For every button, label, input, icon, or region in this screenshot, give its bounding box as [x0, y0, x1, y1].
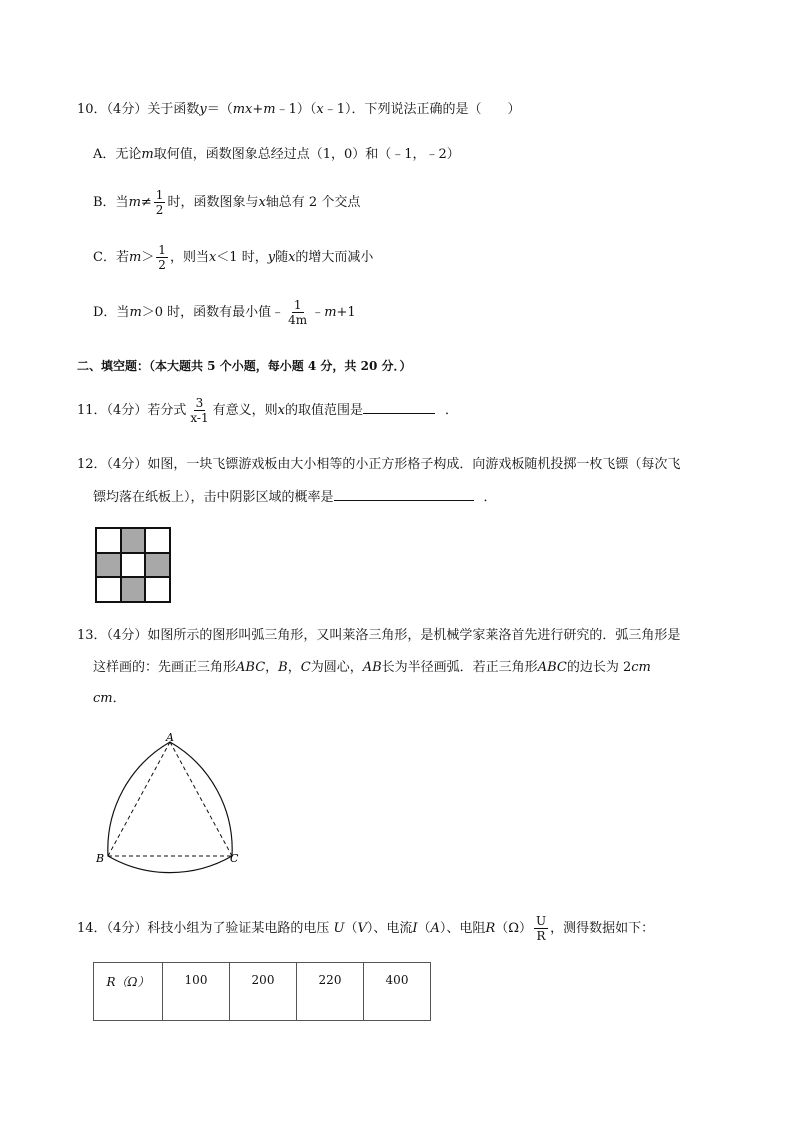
q11-stem: 11．（4分）若分式 $\frac{3}{x-1}$ 有意义，则x的取值范围是 ．	[77, 396, 458, 425]
label-b: B	[96, 852, 105, 865]
answer-blank	[334, 487, 474, 501]
table-header-cell: R（Ω）	[94, 963, 163, 1021]
q14-stem: 14．（4分）科技小组为了验证某电路的电压 U（V）、电流I（A）、电阻R（Ω） $\frac{U}{R}$ ，测得数据如下：	[77, 914, 655, 943]
grid-cell-shaded	[145, 553, 170, 578]
grid-cell	[121, 553, 146, 578]
table-cell: 100	[163, 963, 230, 1021]
grid-cell-shaded	[121, 577, 146, 602]
q10-option-c: C．若m＞ $\frac{1}{2}$ ，则当x＜1 时，y随x的增大而减小	[93, 243, 374, 272]
fraction: $\frac{1}{2}$	[155, 188, 164, 217]
table-cell: 400	[364, 963, 431, 1021]
section-title: 二、填空题：（本大题共 5 个小题，每小题 4 分，共 20 分．）	[77, 359, 412, 373]
q12-stem-line1: 12．（4分）如图，一块飞镖游戏板由大小相等的小正方形格子构成．向游戏板随机投掷一枚飞镖（每次飞	[77, 457, 681, 472]
fraction: $\frac{1}{2}$	[158, 243, 166, 272]
q13-stem-line2: 这样画的：先画正三角形ABC，B，C为圆心，AB长为半径画弧．若正三角形ABC的边长为 2cm	[93, 660, 651, 675]
label-c: C	[230, 852, 239, 865]
fraction: $\frac{3}{x-1}$	[190, 396, 209, 425]
grid-cell-shaded	[96, 553, 121, 578]
grid-cell-shaded	[121, 528, 146, 553]
reuleaux-triangle-figure	[90, 730, 260, 890]
grid-cell	[145, 577, 170, 602]
table-row	[94, 963, 431, 1021]
fraction: $\frac{1}{4m}$	[288, 298, 308, 327]
label-a: A	[166, 731, 174, 744]
q10-option-b: B．当m≠ $\frac{1}{2}$ 时，函数图象与x轴总有 2 个交点	[93, 188, 361, 217]
grid-cell	[96, 528, 121, 553]
data-table	[93, 962, 431, 1021]
q10-option-a: A．无论m取何值，函数图象总经过点（1，0）和（﹣1，﹣2）	[93, 147, 460, 162]
triangle-ab	[108, 742, 170, 856]
dartboard-grid	[95, 527, 171, 603]
triangle-ac	[170, 742, 232, 856]
grid-cell	[145, 528, 170, 553]
reuleaux-arc-outline	[108, 742, 232, 873]
fraction: $\frac{U}{R}$	[536, 914, 547, 943]
grid-cell	[96, 577, 121, 602]
q13-stem-line1: 13．（4分）如图所示的图形叫弧三角形，又叫莱洛三角形，是机械学家莱洛首先进行研究的．弧三角形是	[77, 628, 681, 643]
table-cell: 220	[297, 963, 364, 1021]
q12-stem-line2: 镖均落在纸板上），击中阴影区域的概率是 ．	[93, 487, 497, 507]
answer-blank	[363, 400, 435, 414]
q10-stem: 10．（4分）关于函数y＝（mx+m﹣1）（x﹣1）．下列说法正确的是（ ）	[77, 102, 521, 117]
q13-stem-line3: cm．	[93, 691, 126, 706]
q10-option-d: D．当m＞0 时，函数有最小值﹣ $\frac{1}{4m}$ ﹣m+1	[93, 298, 356, 327]
table-cell: 200	[230, 963, 297, 1021]
